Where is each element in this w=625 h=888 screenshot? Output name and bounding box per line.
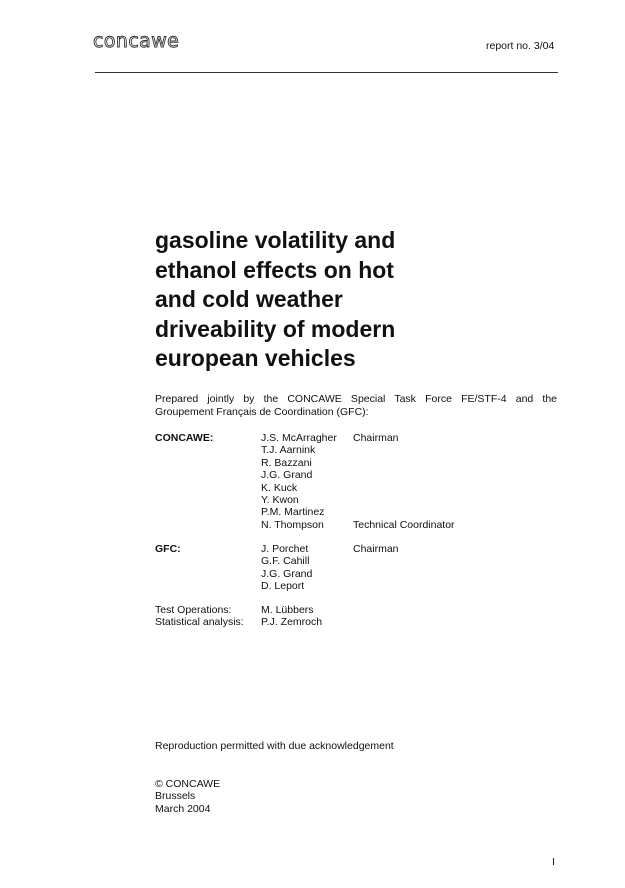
title-line: and cold weather xyxy=(155,286,343,312)
title-line: driveability of modern xyxy=(155,315,396,342)
intro-line: Groupement Français de Coordination (GFC): xyxy=(155,406,369,418)
member-name: P.J. Zemroch xyxy=(261,616,323,628)
copyright-block xyxy=(155,778,220,815)
title-line: gasoline volatility and xyxy=(155,227,396,253)
member-name: N. Thompson xyxy=(261,518,324,531)
member-role: Chairman xyxy=(353,432,399,444)
member-name: G.F. Cahill xyxy=(261,555,310,568)
preparation-statement xyxy=(155,393,557,419)
member-name: J.G. Grand xyxy=(261,469,313,482)
member-name: D. Leport xyxy=(261,580,305,593)
team-label: Statistical analysis: xyxy=(155,616,244,628)
member-role: Technical Coordinator xyxy=(353,518,455,531)
member-name: T.J. Aarnink xyxy=(261,444,316,457)
report-number: report no. 3/04 xyxy=(486,40,555,52)
member-name: K. Kuck xyxy=(261,481,298,494)
copyright-line: Brussels xyxy=(155,790,196,803)
team-label: Test Operations: xyxy=(155,604,232,616)
page-number: I xyxy=(552,856,555,868)
member-name: M. Lübbers xyxy=(261,604,314,616)
member-name: J. Porchet xyxy=(261,543,309,555)
title-line: european vehicles xyxy=(155,345,356,371)
member-name: J.G. Grand xyxy=(261,567,313,580)
header-divider xyxy=(95,72,558,73)
copyright-line: March 2004 xyxy=(155,802,211,815)
team-label: GFC: xyxy=(155,543,181,555)
team-label: CONCAWE: xyxy=(155,432,214,444)
reproduction-notice: Reproduction permitted with due acknowledgement xyxy=(155,740,394,752)
intro-line: Prepared jointly by the CONCAWE Special Task Force FE/STF-4 and the xyxy=(155,393,557,405)
copyright-line: © CONCAWE xyxy=(155,778,221,790)
report-title xyxy=(155,226,475,374)
member-name: R. Bazzani xyxy=(261,456,312,469)
member-role: Chairman xyxy=(353,543,399,555)
member-name: P.M. Martinez xyxy=(261,506,325,519)
concawe-logo: concawe xyxy=(93,30,180,52)
member-name: Y. Kwon xyxy=(261,494,299,506)
member-name: J.S. McArragher xyxy=(261,432,337,444)
title-line: ethanol effects on hot xyxy=(155,256,394,283)
